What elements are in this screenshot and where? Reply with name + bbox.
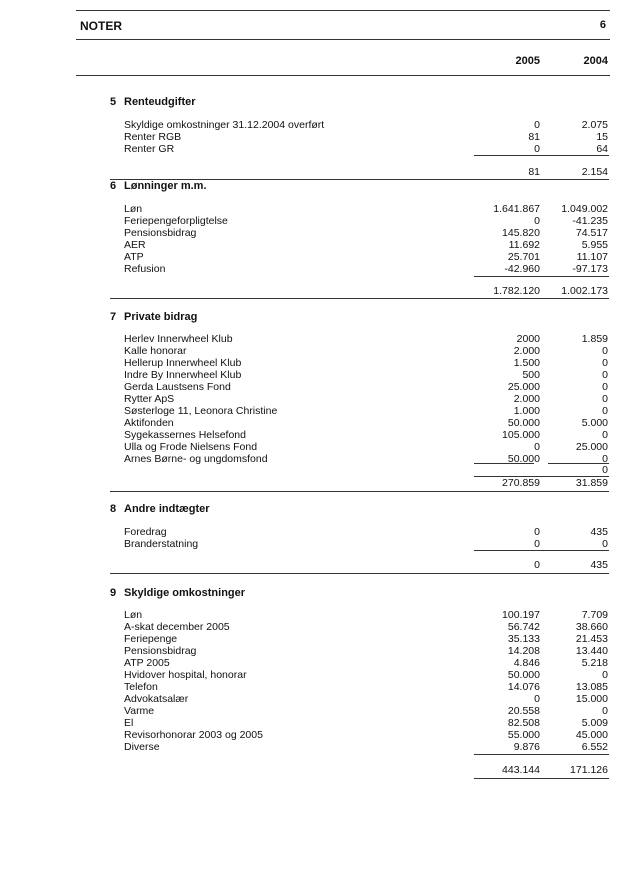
table-row: [0, 239, 642, 251]
row-label: Revisorhonorar 2003 og 2005: [124, 729, 263, 741]
value-2005: 14.208: [507, 645, 540, 657]
value-2005: 20.558: [507, 705, 540, 717]
rows: [0, 119, 642, 155]
column-header-2005: 2005: [515, 55, 540, 67]
table-row: [0, 333, 642, 345]
value-2005: 1.500: [513, 357, 540, 369]
table-row: [0, 645, 642, 657]
value-2004: 7.709: [581, 609, 608, 621]
total-2004: 2.154: [581, 166, 608, 178]
table-row: [0, 429, 642, 441]
value-2005: -42.960: [504, 263, 540, 275]
value-2004: 0: [602, 705, 608, 717]
value-2004: 11.107: [576, 251, 608, 263]
table-row: [0, 633, 642, 645]
row-label: Ulla og Frode Nielsens Fond: [124, 441, 258, 453]
value-2004: 0: [602, 669, 608, 681]
section-end-rule: [474, 778, 609, 779]
table-row: [0, 381, 642, 393]
row-label: A-skat december 2005: [124, 621, 230, 633]
extra-value-2004: 0: [602, 464, 608, 476]
section-number: 5: [110, 96, 117, 108]
value-2005: 14.076: [507, 681, 540, 693]
value-2005: 9.876: [513, 741, 540, 753]
value-2005: 0: [534, 693, 540, 705]
subtotal-rule-2005: [474, 463, 534, 464]
table-row: [0, 119, 642, 131]
section-title: [110, 311, 197, 323]
value-2005: 81: [528, 131, 540, 143]
row-label: ATP: [124, 251, 144, 263]
table-row: [0, 705, 642, 717]
value-2004: 25.000: [575, 441, 608, 453]
section-title-text: Private bidrag: [124, 311, 198, 323]
row-label: Hellerup Innerwheel Klub: [124, 357, 242, 369]
total-row: [0, 166, 642, 178]
page-title: NOTER: [80, 19, 122, 33]
value-2004: 0: [602, 453, 608, 465]
table-row: [0, 538, 642, 550]
value-2004: 0: [602, 357, 608, 369]
value-2005: 35.133: [507, 633, 540, 645]
value-2004: -97.173: [572, 263, 608, 275]
row-label: Løn: [124, 609, 143, 621]
total-2004: 435: [590, 559, 608, 571]
table-row: [0, 417, 642, 429]
table-row: [0, 729, 642, 741]
table-row: [0, 369, 642, 381]
row-label: Pensionsbidrag: [124, 645, 197, 657]
total-2005: 81: [528, 166, 540, 178]
value-2004: 0: [602, 538, 608, 550]
section-number: 7: [110, 311, 117, 323]
value-2005: 2000: [516, 333, 540, 345]
table-row: [0, 227, 642, 239]
value-2004: 64: [596, 143, 608, 155]
section-title: [110, 503, 210, 515]
total-2004: 1.002.173: [561, 285, 608, 297]
table-row: [0, 345, 642, 357]
value-2005: 0: [534, 538, 540, 550]
row-label: Pensionsbidrag: [124, 227, 197, 239]
row-label: Advokatsalær: [124, 693, 189, 705]
section-title: [110, 180, 207, 192]
subtotal-rule: [474, 550, 609, 551]
value-2005: 105.000: [502, 429, 540, 441]
value-2004: -41.235: [572, 215, 608, 227]
section-title-text: Andre indtægter: [124, 503, 210, 515]
table-row: [0, 441, 642, 453]
row-label: Skyldige omkostninger 31.12.2004 overført: [124, 119, 325, 131]
value-2005: 56.742: [507, 621, 540, 633]
value-2004: 13.440: [575, 645, 608, 657]
value-2005: 82.508: [507, 717, 540, 729]
row-label: Renter GR: [124, 143, 175, 155]
value-2005: 0: [534, 143, 540, 155]
value-2005: 50.000: [507, 453, 540, 465]
row-label: Sygekassernes Helsefond: [124, 429, 246, 441]
total-2004: 171.126: [570, 764, 608, 776]
column-header-rule: [76, 75, 610, 76]
rows: [0, 609, 642, 753]
value-2005: 50.000: [507, 417, 540, 429]
column-header-2004: 2004: [583, 55, 608, 67]
subtotal-rule: [474, 155, 609, 156]
row-label: Gerda Laustsens Fond: [124, 381, 231, 393]
value-2005: 0: [534, 215, 540, 227]
value-2005: 1.641.867: [493, 203, 540, 215]
section-title: [110, 96, 196, 108]
value-2005: 11.692: [508, 239, 540, 251]
row-label: Feriepenge: [124, 633, 178, 645]
total-2004: 31.859: [575, 477, 608, 489]
table-row: [0, 669, 642, 681]
value-2004: 5.955: [581, 239, 608, 251]
table-row: [0, 251, 642, 263]
table-row: [0, 693, 642, 705]
table-row: [0, 131, 642, 143]
table-row: [0, 621, 642, 633]
table-row: [0, 405, 642, 417]
value-2005: 50.000: [507, 669, 540, 681]
row-label: Arnes Børne- og ungdomsfond: [124, 453, 268, 465]
total-2005: 270.859: [502, 477, 540, 489]
table-row: [0, 741, 642, 753]
table-row: [0, 393, 642, 405]
row-label: Foredrag: [124, 526, 167, 538]
row-label: Telefon: [124, 681, 158, 693]
page-number: 6: [599, 19, 606, 31]
value-2004: 38.660: [575, 621, 608, 633]
row-label: Søsterloge 11, Leonora Christine: [124, 405, 278, 417]
total-row: [0, 764, 642, 776]
value-2005: 100.197: [502, 609, 540, 621]
value-2005: 55.000: [507, 729, 540, 741]
value-2005: 0: [534, 526, 540, 538]
table-row: [0, 263, 642, 275]
header-top-rule: [76, 10, 610, 11]
section-title-text: Skyldige omkostninger: [124, 587, 246, 599]
total-row: [0, 559, 642, 571]
subtotal-rule: [474, 276, 609, 277]
row-label: AER: [124, 239, 146, 251]
table-row: [0, 215, 642, 227]
section-end-rule: [110, 491, 609, 492]
value-2005: 2.000: [513, 393, 540, 405]
row-label: Refusion: [124, 263, 166, 275]
row-label: Herlev Innerwheel Klub: [124, 333, 233, 345]
table-row: [0, 717, 642, 729]
total-row: [0, 285, 642, 297]
value-2005: 4.846: [513, 657, 540, 669]
table-row: [0, 657, 642, 669]
value-2005: 500: [522, 369, 540, 381]
value-2005: 2.000: [513, 345, 540, 357]
value-2004: 1.859: [581, 333, 608, 345]
section-title-text: Lønninger m.m.: [124, 180, 207, 192]
rows: [0, 203, 642, 275]
value-2004: 435: [590, 526, 608, 538]
section-title-text: Renteudgifter: [124, 96, 196, 108]
total-2005: 443.144: [502, 764, 540, 776]
rows: [0, 333, 642, 465]
row-label: El: [124, 717, 134, 729]
row-label: ATP 2005: [124, 657, 170, 669]
row-label: Feriepengeforpligtelse: [124, 215, 228, 227]
total-2005: 1.782.120: [493, 285, 540, 297]
table-row: [0, 609, 642, 621]
total-row: [0, 477, 642, 489]
row-label: Hvidover hospital, honorar: [124, 669, 247, 681]
value-2004: 74.517: [575, 227, 608, 239]
table-row: [0, 143, 642, 155]
value-2004: 5.218: [581, 657, 608, 669]
row-label: Varme: [124, 705, 155, 717]
row-label: Løn: [124, 203, 143, 215]
value-2004: 5.000: [581, 417, 608, 429]
value-2004: 13.085: [575, 681, 608, 693]
row-label: Renter RGB: [124, 131, 182, 143]
value-2005: 25.000: [507, 381, 540, 393]
value-2004: 15: [596, 131, 608, 143]
value-2004: 6.552: [581, 741, 608, 753]
row-label: Diverse: [124, 741, 160, 753]
value-2004: 21.453: [575, 633, 608, 645]
value-2004: 0: [602, 345, 608, 357]
row-label: Kalle honorar: [124, 345, 187, 357]
value-2004: 0: [602, 429, 608, 441]
subtotal-rule: [474, 754, 609, 755]
row-label: Indre By Innerwheel Klub: [124, 369, 242, 381]
rows: [0, 526, 642, 550]
table-row: [0, 357, 642, 369]
section-end-rule: [110, 298, 609, 299]
value-2005: 145.820: [502, 227, 540, 239]
table-row: [0, 681, 642, 693]
value-2004: 0: [602, 405, 608, 417]
value-2005: 0: [534, 119, 540, 131]
value-2004: 5.009: [581, 717, 608, 729]
table-row: [0, 203, 642, 215]
value-2004: 1.049.002: [561, 203, 608, 215]
value-2005: 0: [534, 441, 540, 453]
section-title: [110, 587, 245, 599]
section-number: 9: [110, 587, 117, 599]
value-2004: 0: [602, 393, 608, 405]
section-end-rule: [110, 573, 609, 574]
row-label: Branderstatning: [124, 538, 199, 550]
header-bottom-rule: [76, 39, 610, 40]
value-2004: 0: [602, 369, 608, 381]
value-2005: 1.000: [513, 405, 540, 417]
table-row: [0, 526, 642, 538]
section-number: 8: [110, 503, 117, 515]
value-2004: 2.075: [581, 119, 608, 131]
row-label: Aktifonden: [124, 417, 174, 429]
value-2004: 45.000: [575, 729, 608, 741]
value-2005: 25.701: [507, 251, 540, 263]
total-2005: 0: [534, 559, 540, 571]
value-2004: 0: [602, 381, 608, 393]
row-label: Rytter ApS: [124, 393, 175, 405]
value-2004: 15.000: [575, 693, 608, 705]
section-number: 6: [110, 180, 117, 192]
